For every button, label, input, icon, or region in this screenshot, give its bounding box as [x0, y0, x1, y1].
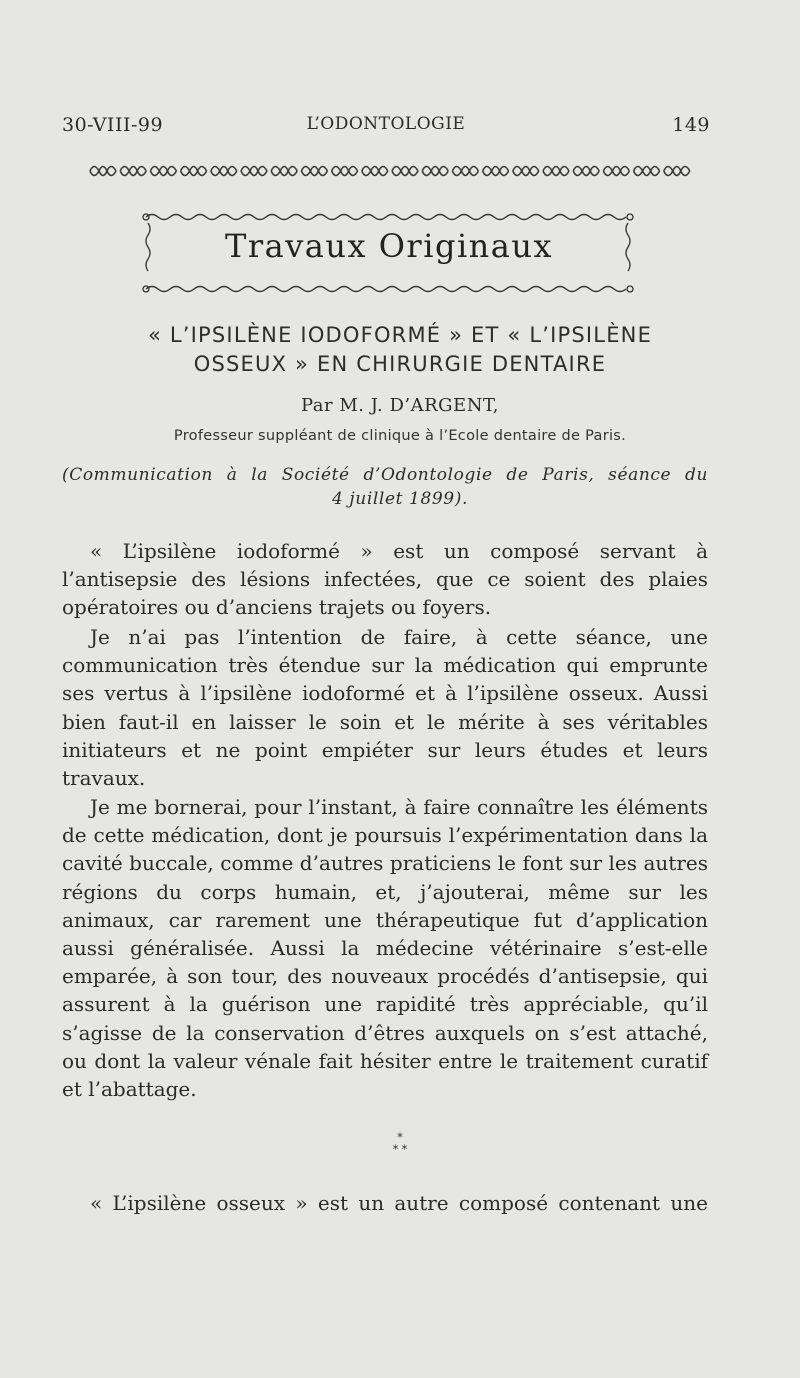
section-heading-frame — [142, 205, 636, 295]
page-number: 149 — [672, 114, 710, 136]
issue-date: 30-VIII-99 — [62, 114, 164, 136]
paragraph-2: Je n’ai pas l’intention de faire, à cette séance, une communication très étendue sur la médication qui emprunte ses vertus à l’ipsilène iodoformé et à l’ipsilène osseux. Aussi bien faut-il en laisser le soin et le mérite à ses véritables initiateurs et ne point empiéter sur leurs études et leurs travaux. — [62, 625, 708, 791]
article-title-line-2: OSSEUX » EN CHIRURGIE DENTAIRE — [193, 352, 607, 376]
ornament-link — [150, 167, 176, 176]
section-heading: Travaux Originaux — [224, 227, 554, 265]
ornament-link — [90, 167, 116, 176]
ornament-link — [332, 167, 358, 176]
communication-note-line-1: (Communication à la Société d’Odontologie de Paris, séance du — [62, 465, 708, 485]
communication-note-line-2: 4 juillet 1899). — [332, 489, 468, 509]
ornament-link — [452, 167, 478, 176]
author-affiliation: Professeur suppléant de clinique à l’Ecole dentaire de Paris. — [173, 428, 627, 444]
paragraph-3: Je me bornerai, pour l’instant, à faire connaître les éléments de cette médication, dont je poursuis l’expérimentation dans la cavité buccale, comme d’autres praticiens le font sur les autres régions du corps humain, et, j’ajouterai, même sur les animaux, car rarement une thérapeutique fut d’application aussi généralisée. Aussi la médecine vétérinaire s’est-elle emparée, à son tour, des nouveaux procédés d’antisepsie, qui assurent à la guérison une rapidité très appréciable, qu’il s’agisse de la conservation d’êtres auxquels on s’est attaché, ou dont la valeur vénale fait hésiter entre le traitement curatif et l’abattage. — [62, 795, 708, 1102]
running-header — [62, 114, 710, 144]
paragraph-1: « L’ipsilène iodoformé » est un composé servant à l’antisepsie des lésions infectées, que ce soient des plaies opératoires ou d’anciens trajets ou foyers. — [62, 539, 708, 620]
paragraph-4: « L’ipsilène osseux » est un autre composé contenant une — [90, 1191, 708, 1215]
article-title-line-1: « L’IPSILÈNE IODOFORMÉ » ET « L’IPSILÈNE — [147, 323, 653, 347]
asterism-separator: * * * — [392, 1131, 408, 1156]
ornament-link — [422, 167, 448, 176]
ornament-link — [573, 167, 599, 176]
ornament-link — [392, 167, 418, 176]
ornament-link — [634, 167, 660, 176]
journal-name: L’ODONTOLOGIE — [306, 114, 466, 134]
ornament-link — [664, 167, 690, 176]
ornament-link — [301, 167, 327, 176]
ornament-link — [603, 167, 629, 176]
article-author: Par M. J. D’ARGENT, — [300, 395, 500, 416]
ornament-link — [513, 167, 539, 176]
ornament-link — [271, 167, 297, 176]
ornament-link — [181, 167, 207, 176]
ornament-border-icon — [88, 158, 692, 184]
ornament-link — [483, 167, 509, 176]
ornament-link — [120, 167, 146, 176]
ornament-link — [362, 167, 388, 176]
ornament-link — [211, 167, 237, 176]
ornament-link — [543, 167, 569, 176]
ornament-link — [241, 167, 267, 176]
